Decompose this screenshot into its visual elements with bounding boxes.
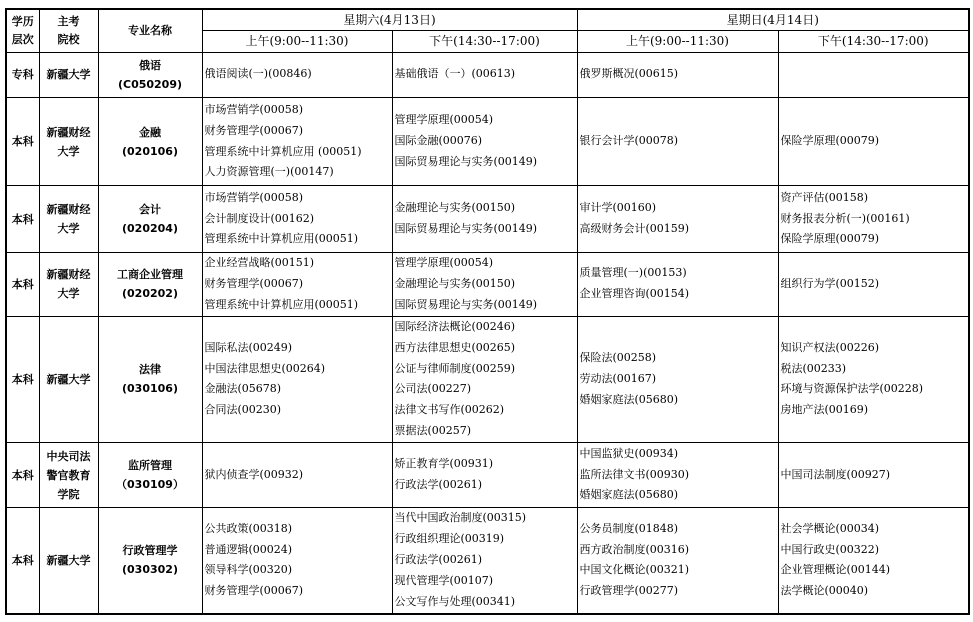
- course-item: 保险学原理(00079): [780, 134, 880, 148]
- course-item: 婚姻家庭法(05680): [579, 392, 679, 406]
- university-cell: [39, 316, 98, 443]
- major-header: 专业名称: [98, 9, 202, 52]
- course-item: 会计制度设计(00162): [204, 211, 315, 225]
- course-item: 当代中国政治制度(00315): [394, 511, 527, 525]
- table-row: [6, 97, 969, 186]
- major-line: (020204): [122, 222, 178, 236]
- table-row: [6, 186, 969, 252]
- course-item: 国际私法(00249): [204, 340, 293, 354]
- slot-cell-sat-pm: [392, 97, 577, 186]
- slot-cell-sat-am: [202, 252, 392, 316]
- slot-cell-sun-pm: [778, 97, 969, 186]
- university-cell: [39, 443, 98, 507]
- course-item: 行政组织理论(00319): [394, 532, 505, 546]
- slot-cell-sun-pm: [778, 52, 969, 97]
- level-cell: 本科: [6, 97, 39, 186]
- course-item: 行政法学(00261): [394, 552, 483, 566]
- course-item: 企业管理概论(00144): [780, 563, 891, 577]
- course-item: 普通逻辑(00024): [204, 542, 293, 556]
- major-line: 法律: [139, 363, 161, 377]
- course-item: 市场营销学(00058): [204, 102, 304, 116]
- course-item: 高级财务会计(00159): [579, 222, 690, 236]
- slot-cell-sun-am: [577, 316, 778, 443]
- slot-cell-sat-am: [202, 97, 392, 186]
- course-item: 公证与律师制度(00259): [394, 361, 516, 375]
- course-item: 房地产法(00169): [780, 403, 869, 417]
- major-line: (C050209): [117, 77, 183, 91]
- day-header-saturday: 星期六(4月13日): [202, 9, 577, 30]
- major-line: (020106): [122, 144, 178, 158]
- course-item: 西方法律思想史(00265): [394, 340, 516, 354]
- university-line: 新疆大学: [46, 553, 91, 567]
- level-header-line: 层次: [11, 32, 34, 46]
- course-item: 中国司法制度(00927): [780, 467, 891, 481]
- course-item: 国际贸易理论与实务(00149): [394, 154, 538, 168]
- table-row: [6, 316, 969, 443]
- course-item: 税法(00233): [780, 361, 847, 375]
- course-item: 公务员制度(01848): [579, 521, 679, 535]
- major-cell: [98, 252, 202, 316]
- major-cell: [98, 443, 202, 507]
- course-item: 财务管理学(00067): [204, 276, 304, 290]
- course-item: 管理学原理(00054): [394, 113, 494, 127]
- course-item: 财务管理学(00067): [204, 123, 304, 137]
- slot-cell-sat-pm: [392, 252, 577, 316]
- major-cell: [98, 507, 202, 614]
- university-line: 大学: [57, 144, 80, 158]
- course-item: 组织行为学(00152): [780, 276, 880, 290]
- university-line: 警官教育: [46, 468, 91, 482]
- slot-cell-sun-pm: [778, 252, 969, 316]
- course-item: 婚姻家庭法(05680): [579, 488, 679, 502]
- course-item: 保险学原理(00079): [780, 232, 880, 246]
- course-item: 劳动法(00167): [579, 372, 657, 386]
- major-line: 俄语: [139, 58, 161, 72]
- university-line: 新疆大学: [46, 372, 91, 386]
- slot-cell-sat-am: [202, 52, 392, 97]
- course-item: 保险法(00258): [579, 351, 657, 365]
- major-line: (030302): [122, 563, 178, 577]
- slot-cell-sat-pm: [392, 52, 577, 97]
- course-item: 领导科学(00320): [204, 563, 293, 577]
- course-item: 资产评估(00158): [780, 190, 869, 204]
- major-cell: [98, 316, 202, 443]
- course-item: 金融法(05678): [204, 382, 282, 396]
- slot-cell-sun-am: [577, 443, 778, 507]
- table-row: [6, 252, 969, 316]
- university-line: 新疆财经: [46, 268, 91, 282]
- course-item: 管理学原理(00054): [394, 255, 494, 269]
- course-item: 环境与资源保护法学(00228): [780, 382, 924, 396]
- course-item: 监所法律文书(00930): [579, 467, 690, 481]
- level-cell: 专科: [6, 52, 39, 97]
- slot-cell-sat-pm: [392, 507, 577, 614]
- course-item: 质量管理(一)(00153): [579, 266, 687, 280]
- course-item: 管理系统中计算机应用 (00051): [204, 144, 362, 158]
- slot-cell-sat-pm: [392, 186, 577, 252]
- course-item: 中国监狱史(00934): [579, 446, 679, 460]
- course-item: 公司法(00227): [394, 382, 472, 396]
- university-line: 新疆财经: [46, 125, 91, 139]
- course-item: 企业管理咨询(00154): [579, 287, 690, 301]
- course-item: 中国行政史(00322): [780, 542, 880, 556]
- major-cell: [98, 52, 202, 97]
- slot-cell-sat-am: [202, 316, 392, 443]
- university-line: 中央司法: [46, 449, 91, 463]
- course-item: 基础俄语（一）(00613): [394, 67, 516, 81]
- course-item: 票据法(00257): [394, 424, 472, 438]
- course-item: 国际贸易理论与实务(00149): [394, 297, 538, 311]
- level-cell: 本科: [6, 507, 39, 614]
- major-line: 工商企业管理: [117, 268, 183, 282]
- slot-header-sun-am: 上午(9:00--11:30): [577, 30, 778, 52]
- course-item: 银行会计学(00078): [579, 134, 679, 148]
- university-line: 学院: [57, 487, 80, 501]
- course-item: 合同法(00230): [204, 403, 282, 417]
- course-item: 金融理论与实务(00150): [394, 201, 516, 215]
- course-item: 审计学(00160): [579, 201, 657, 215]
- header-row-days: [6, 9, 969, 30]
- course-item: 公文写作与处理(00341): [394, 594, 516, 608]
- level-cell: 本科: [6, 186, 39, 252]
- course-item: 公共政策(00318): [204, 521, 293, 535]
- course-item: 中国法律思想史(00264): [204, 361, 326, 375]
- table-row: [6, 443, 969, 507]
- course-item: 管理系统中计算机应用(00051): [204, 297, 359, 311]
- slot-cell-sat-pm: [392, 443, 577, 507]
- slot-header-sun-pm: 下午(14:30--17:00): [778, 30, 969, 52]
- major-line: (030106): [122, 382, 178, 396]
- slot-header-sat-pm: 下午(14:30--17:00): [392, 30, 577, 52]
- university-header-line: 主考: [57, 14, 80, 28]
- table-row: [6, 52, 969, 97]
- university-cell: [39, 52, 98, 97]
- slot-cell-sun-pm: [778, 443, 969, 507]
- course-item: 国际贸易理论与实务(00149): [394, 222, 538, 236]
- exam-schedule-table: [5, 8, 970, 615]
- course-item: 财务报表分析(一)(00161): [780, 211, 910, 225]
- course-item: 金融理论与实务(00150): [394, 276, 516, 290]
- major-cell: [98, 97, 202, 186]
- university-line: 新疆财经: [46, 203, 91, 217]
- schedule-body: [6, 52, 969, 614]
- slot-cell-sun-pm: [778, 507, 969, 614]
- course-item: 知识产权法(00226): [780, 340, 880, 354]
- course-item: 国际金融(00076): [394, 134, 483, 148]
- level-cell: 本科: [6, 252, 39, 316]
- slot-cell-sun-am: [577, 252, 778, 316]
- level-header-line: 学历: [11, 14, 34, 28]
- university-cell: [39, 507, 98, 614]
- course-item: 中国文化概论(00321): [579, 563, 690, 577]
- level-cell: 本科: [6, 443, 39, 507]
- slot-cell-sun-pm: [778, 186, 969, 252]
- slot-cell-sun-pm: [778, 316, 969, 443]
- slot-cell-sun-am: [577, 186, 778, 252]
- course-item: 行政法学(00261): [394, 478, 483, 492]
- university-line: 大学: [57, 287, 80, 301]
- level-header: [6, 9, 39, 52]
- course-item: 市场营销学(00058): [204, 190, 304, 204]
- course-item: 企业经营战略(00151): [204, 255, 315, 269]
- course-item: 俄语阅读(一)(00846): [204, 67, 312, 81]
- course-item: 管理系统中计算机应用(00051): [204, 232, 359, 246]
- slot-cell-sun-am: [577, 52, 778, 97]
- course-item: 矫正教育学(00931): [394, 457, 494, 471]
- course-item: 社会学概论(00034): [780, 521, 880, 535]
- slot-header-sat-am: 上午(9:00--11:30): [202, 30, 392, 52]
- major-line: 会计: [139, 203, 161, 217]
- course-item: 俄罗斯概况(00615): [579, 67, 679, 81]
- course-item: 法律文书写作(00262): [394, 403, 505, 417]
- course-item: 现代管理学(00107): [394, 573, 494, 587]
- course-item: 人力资源管理(一)(00147): [204, 165, 334, 179]
- table-row: [6, 507, 969, 614]
- course-item: 国际经济法概论(00246): [394, 320, 516, 334]
- course-item: 狱内侦查学(00932): [204, 467, 304, 481]
- university-cell: [39, 97, 98, 186]
- university-cell: [39, 186, 98, 252]
- slot-cell-sat-am: [202, 443, 392, 507]
- course-item: 西方政治制度(00316): [579, 542, 690, 556]
- university-line: 新疆大学: [46, 68, 91, 82]
- university-cell: [39, 252, 98, 316]
- course-item: 行政管理学(00277): [579, 584, 679, 598]
- course-item: 财务管理学(00067): [204, 584, 304, 598]
- slot-cell-sun-am: [577, 97, 778, 186]
- slot-cell-sat-pm: [392, 316, 577, 443]
- major-cell: [98, 186, 202, 252]
- major-line: 行政管理学: [122, 544, 178, 558]
- university-header-line: 院校: [57, 32, 80, 46]
- slot-cell-sat-am: [202, 507, 392, 614]
- slot-cell-sat-am: [202, 186, 392, 252]
- course-item: 法学概论(00040): [780, 584, 869, 598]
- university-header: [39, 9, 98, 52]
- university-line: 大学: [57, 222, 80, 236]
- major-line: 金融: [139, 125, 161, 139]
- level-cell: 本科: [6, 316, 39, 443]
- slot-cell-sun-am: [577, 507, 778, 614]
- day-header-sunday: 星期日(4月14日): [577, 9, 969, 30]
- major-line: (020202): [122, 287, 178, 301]
- major-line: 监所管理（030109）: [116, 459, 184, 492]
